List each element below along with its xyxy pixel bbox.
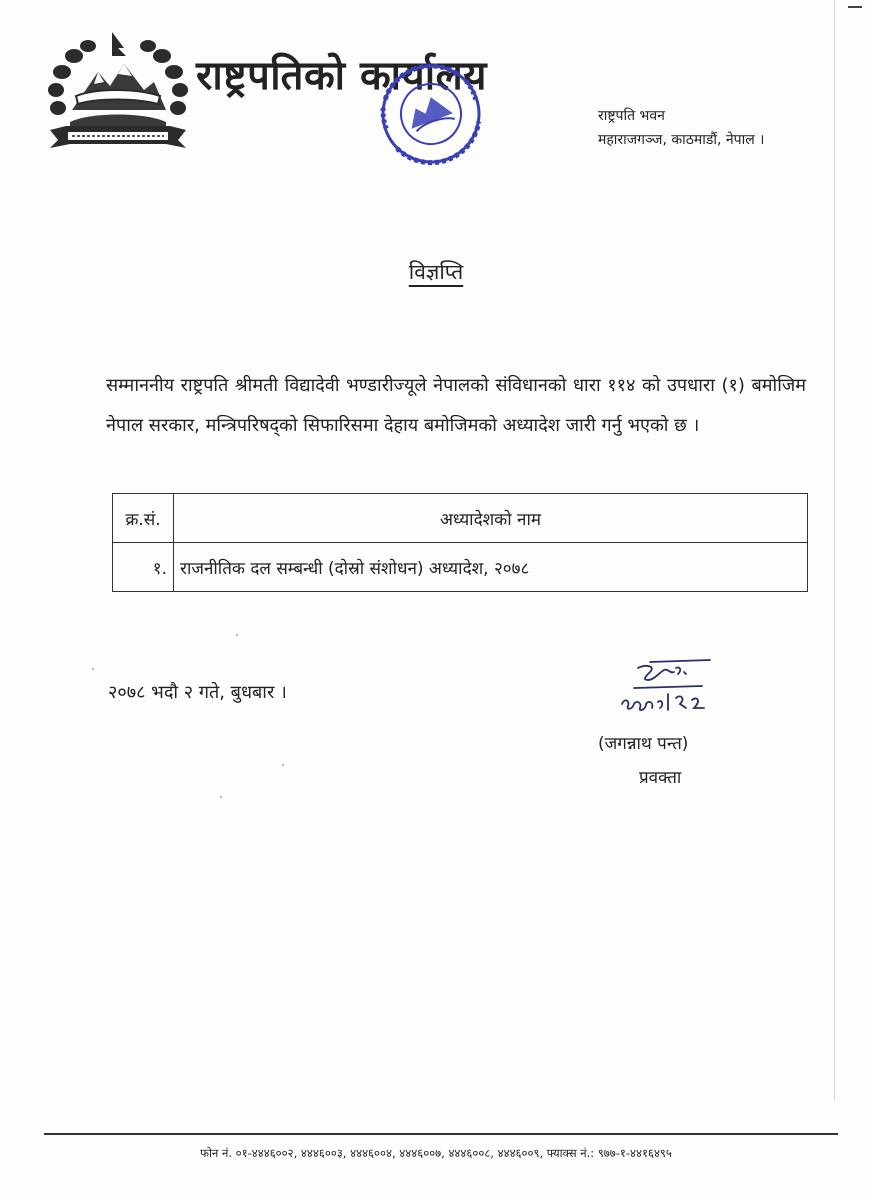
nepal-emblem-icon — [46, 26, 190, 150]
corner-mark — [848, 6, 862, 8]
office-address — [598, 104, 764, 152]
footer-divider — [44, 1133, 838, 1135]
scan-speck — [282, 764, 284, 766]
table-header-serial: क्र.सं. — [113, 494, 174, 543]
page-edge-line — [834, 0, 835, 1100]
table-row — [113, 543, 808, 592]
notice-title: विज्ञप्ति — [408, 260, 464, 284]
address-line-1: राष्ट्रपति भवन — [598, 108, 665, 124]
table-cell-ordinance-name: राजनीतिक दल सम्बन्धी (दोस्रो संशोधन) अध्यादेश, २०७८ — [174, 543, 808, 592]
signatory-name: (जगन्नाथ पन्त) — [598, 734, 689, 754]
scan-speck — [220, 796, 222, 798]
office-stamp-icon — [356, 56, 506, 180]
office-title: राष्ट्रपतिको कार्यालय — [196, 53, 487, 99]
table-cell-serial: १. — [113, 543, 174, 592]
table-header-name: अध्यादेशको नाम — [174, 494, 808, 543]
scan-speck — [92, 668, 94, 670]
signatory-title: प्रवक्ता — [639, 768, 682, 788]
issue-date: २०७८ भदौ २ गते, बुधबार । — [108, 682, 287, 703]
address-line-2: महाराजगञ्ज, काठमाडौं, नेपाल । — [598, 132, 765, 148]
notice-body: सम्माननीय राष्ट्रपति श्रीमती विद्यादेवी भण्डारीज्यूले नेपालको संविधानको धारा ११४ को उपधारा (१) बमोजिम नेपाल सरकार, मन्त्रिपरिषद्को सिफारिसमा देहाय बमोजिमको अध्यादेश जारी गर्नु भएको छ । — [106, 375, 806, 436]
scan-speck — [236, 634, 238, 636]
ordinance-table — [112, 493, 808, 592]
table-header-row — [113, 494, 808, 543]
signature-icon — [616, 658, 726, 722]
footer-contact: फोन नं. ०१-४४४६००२, ४४४६००३, ४४४६००४, ४४४६००७, ४४४६००८, ४४४६००९, फ्याक्स नं.: ९७७-१-४४१६४९५ — [200, 1146, 672, 1160]
